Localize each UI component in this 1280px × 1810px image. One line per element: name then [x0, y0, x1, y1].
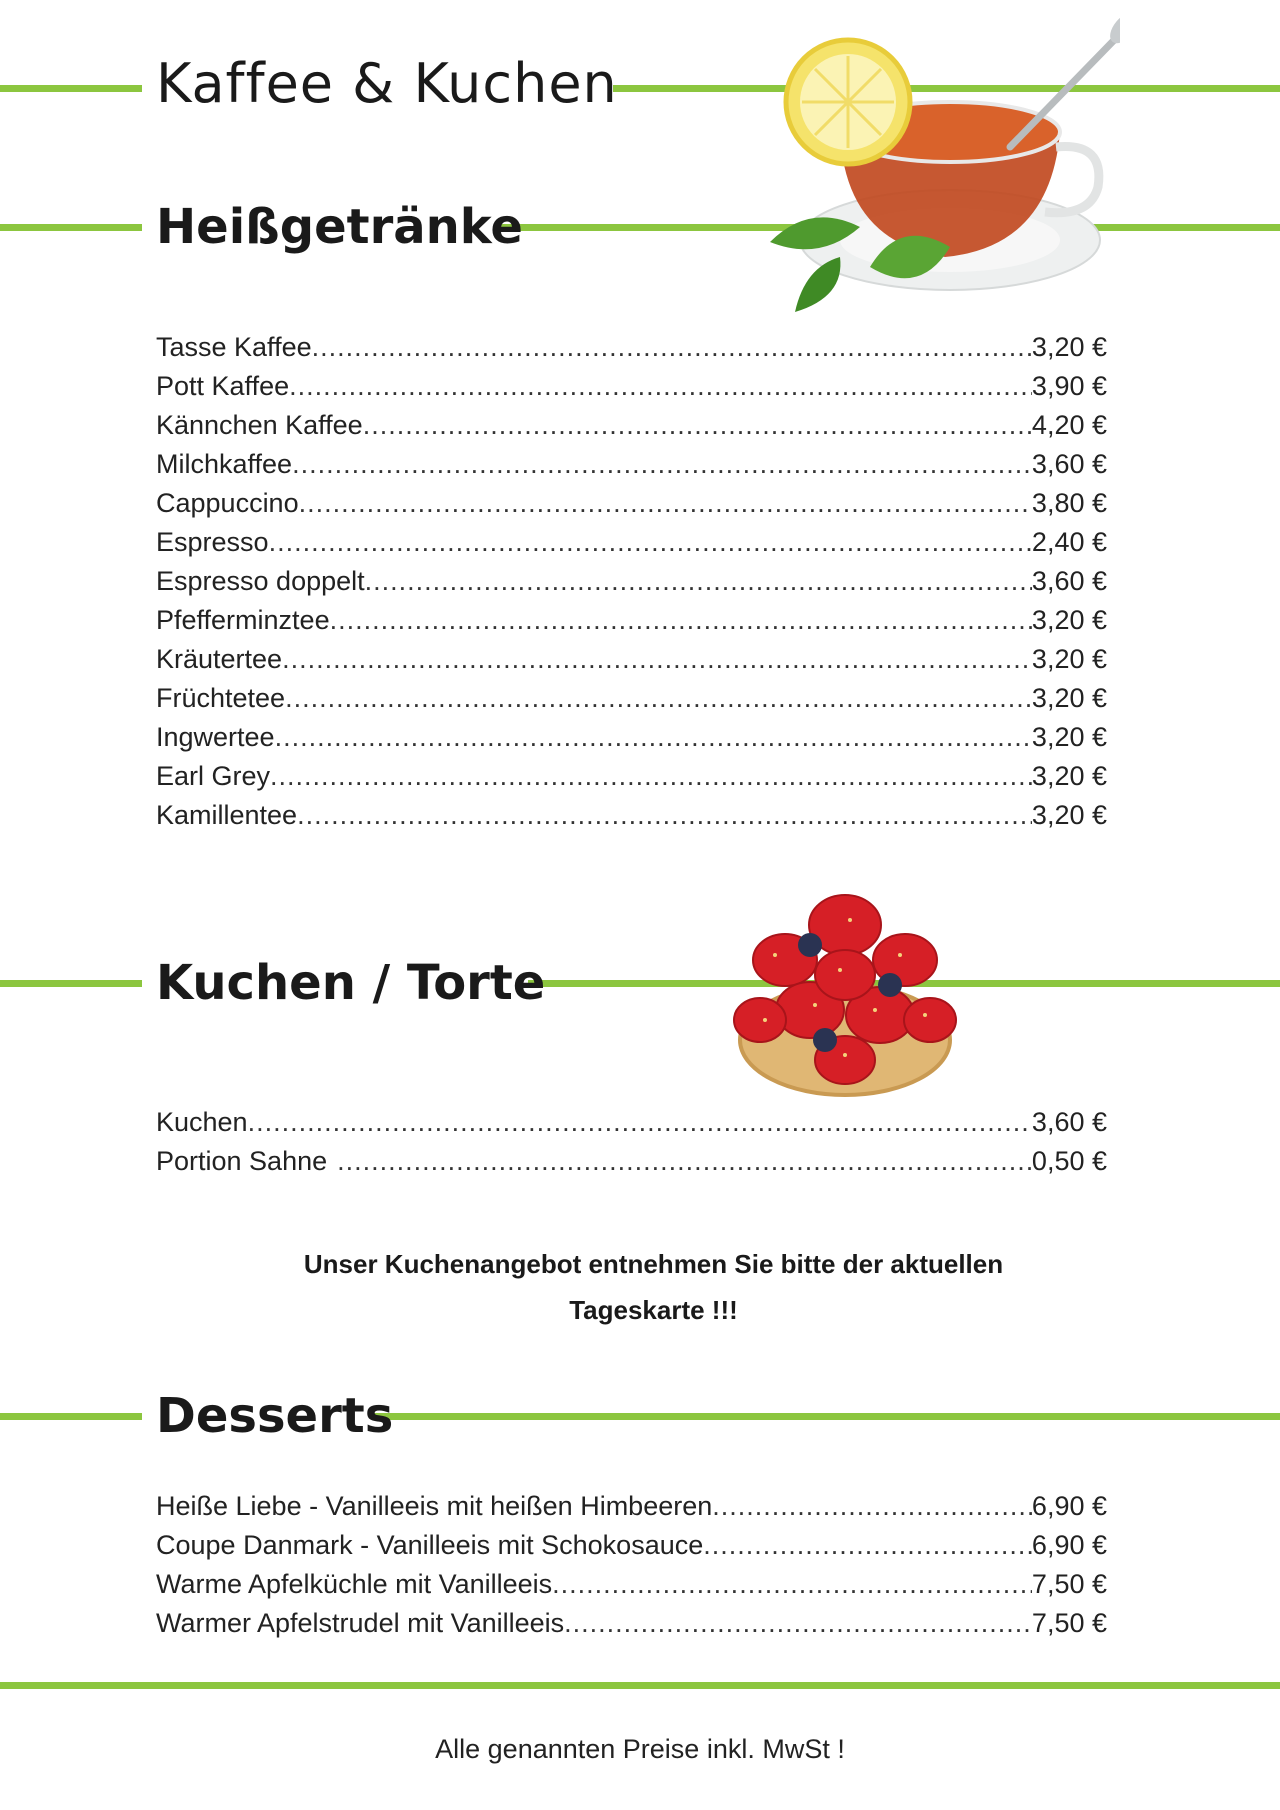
item-price: 3,60 €	[1031, 566, 1107, 596]
dot-leader	[703, 1530, 1032, 1561]
list-item	[156, 527, 1107, 566]
desserts-list	[156, 1491, 1107, 1647]
item-name: Kamillentee	[156, 800, 298, 830]
cake-note	[156, 1241, 1151, 1333]
item-name: Warme Apfelküchle mit Vanilleeis	[156, 1569, 553, 1599]
item-name: Coupe Danmark - Vanilleeis mit Schokosauce	[156, 1530, 704, 1560]
list-item	[156, 1146, 1107, 1185]
dot-leader	[248, 1107, 1032, 1138]
list-item	[156, 800, 1107, 839]
list-item	[156, 722, 1107, 761]
item-name: Tasse Kaffee	[156, 332, 312, 362]
item-price: 3,20 €	[1031, 800, 1107, 830]
divider-line	[0, 1682, 1280, 1689]
item-price: 3,20 €	[1031, 683, 1107, 713]
cakes-list	[156, 1107, 1107, 1185]
dot-leader	[312, 332, 1032, 363]
item-price: 0,50 €	[1031, 1146, 1107, 1176]
divider-line	[0, 1413, 142, 1420]
list-item	[156, 761, 1107, 800]
dot-leader	[269, 527, 1032, 558]
list-item	[156, 1608, 1107, 1647]
dot-leader	[292, 449, 1032, 480]
list-item	[156, 1491, 1107, 1530]
list-item	[156, 449, 1107, 488]
dot-leader	[365, 566, 1032, 597]
dot-leader	[289, 371, 1032, 402]
dot-leader	[282, 644, 1032, 675]
dot-leader	[285, 683, 1032, 714]
item-price: 7,50 €	[1031, 1608, 1107, 1638]
list-item	[156, 683, 1107, 722]
item-name: Kuchen	[156, 1107, 248, 1137]
section-heading-desserts: Desserts	[156, 1388, 394, 1444]
item-name: Früchtetee	[156, 683, 286, 713]
item-price: 3,60 €	[1031, 449, 1107, 479]
cake-note-line-2: Tageskarte !!!	[569, 1295, 738, 1325]
dot-leader	[299, 488, 1032, 519]
divider-line	[0, 980, 142, 987]
dot-leader	[270, 761, 1032, 792]
tea-cup-image	[760, 12, 1120, 332]
item-price: 6,90 €	[1031, 1491, 1107, 1521]
item-price: 3,20 €	[1031, 761, 1107, 791]
hot-drinks-list	[156, 332, 1107, 839]
item-name: Heiße Liebe - Vanilleeis mit heißen Himbeeren	[156, 1491, 713, 1521]
page-title: Kaffee & Kuchen	[156, 52, 618, 115]
item-name: Cappuccino	[156, 488, 299, 518]
list-item	[156, 488, 1107, 527]
item-name: Ingwertee	[156, 722, 275, 752]
item-price: 6,90 €	[1031, 1530, 1107, 1560]
section-heading-hot-drinks: Heißgetränke	[156, 199, 523, 255]
item-name: Pott Kaffee	[156, 371, 290, 401]
item-name: Milchkaffee	[156, 449, 293, 479]
item-price: 4,20 €	[1031, 410, 1107, 440]
item-name: Kräutertee	[156, 644, 283, 674]
dot-leader	[552, 1569, 1032, 1600]
list-item	[156, 1569, 1107, 1608]
item-name: Portion Sahne	[156, 1146, 328, 1176]
footer-note: Alle genannten Preise inkl. MwSt !	[435, 1734, 845, 1764]
item-name: Earl Grey	[156, 761, 271, 791]
item-price: 2,40 €	[1031, 527, 1107, 557]
item-name: Pfefferminztee	[156, 605, 330, 635]
list-item	[156, 332, 1107, 371]
item-price: 3,20 €	[1031, 605, 1107, 635]
dot-leader	[297, 800, 1032, 831]
strawberry-tart-image	[715, 870, 975, 1110]
item-price: 3,20 €	[1031, 722, 1107, 752]
dot-leader	[712, 1491, 1032, 1522]
dot-leader	[337, 1146, 1032, 1177]
divider-line	[374, 1413, 1280, 1420]
list-item	[156, 1107, 1107, 1146]
divider-line	[0, 224, 142, 231]
item-name: Kännchen Kaffee	[156, 410, 363, 440]
dot-leader	[564, 1608, 1032, 1639]
divider-line	[0, 85, 142, 92]
list-item	[156, 644, 1107, 683]
cake-note-line-1: Unser Kuchenangebot entnehmen Sie bitte der aktuellen	[303, 1249, 1004, 1279]
dot-leader	[275, 722, 1032, 753]
section-heading-cakes: Kuchen / Torte	[156, 955, 546, 1011]
list-item	[156, 605, 1107, 644]
item-price: 3,80 €	[1031, 488, 1107, 518]
item-name: Espresso	[156, 527, 269, 557]
dot-leader	[363, 410, 1032, 441]
item-price: 3,20 €	[1031, 644, 1107, 674]
item-name: Warmer Apfelstrudel mit Vanilleeis	[156, 1608, 565, 1638]
item-price: 7,50 €	[1031, 1569, 1107, 1599]
item-price: 3,90 €	[1031, 371, 1107, 401]
list-item	[156, 410, 1107, 449]
list-item	[156, 566, 1107, 605]
item-price: 3,60 €	[1031, 1107, 1107, 1137]
dot-leader	[330, 605, 1032, 636]
item-name: Espresso doppelt	[156, 566, 365, 596]
list-item	[156, 1530, 1107, 1569]
list-item	[156, 371, 1107, 410]
item-price: 3,20 €	[1031, 332, 1107, 362]
